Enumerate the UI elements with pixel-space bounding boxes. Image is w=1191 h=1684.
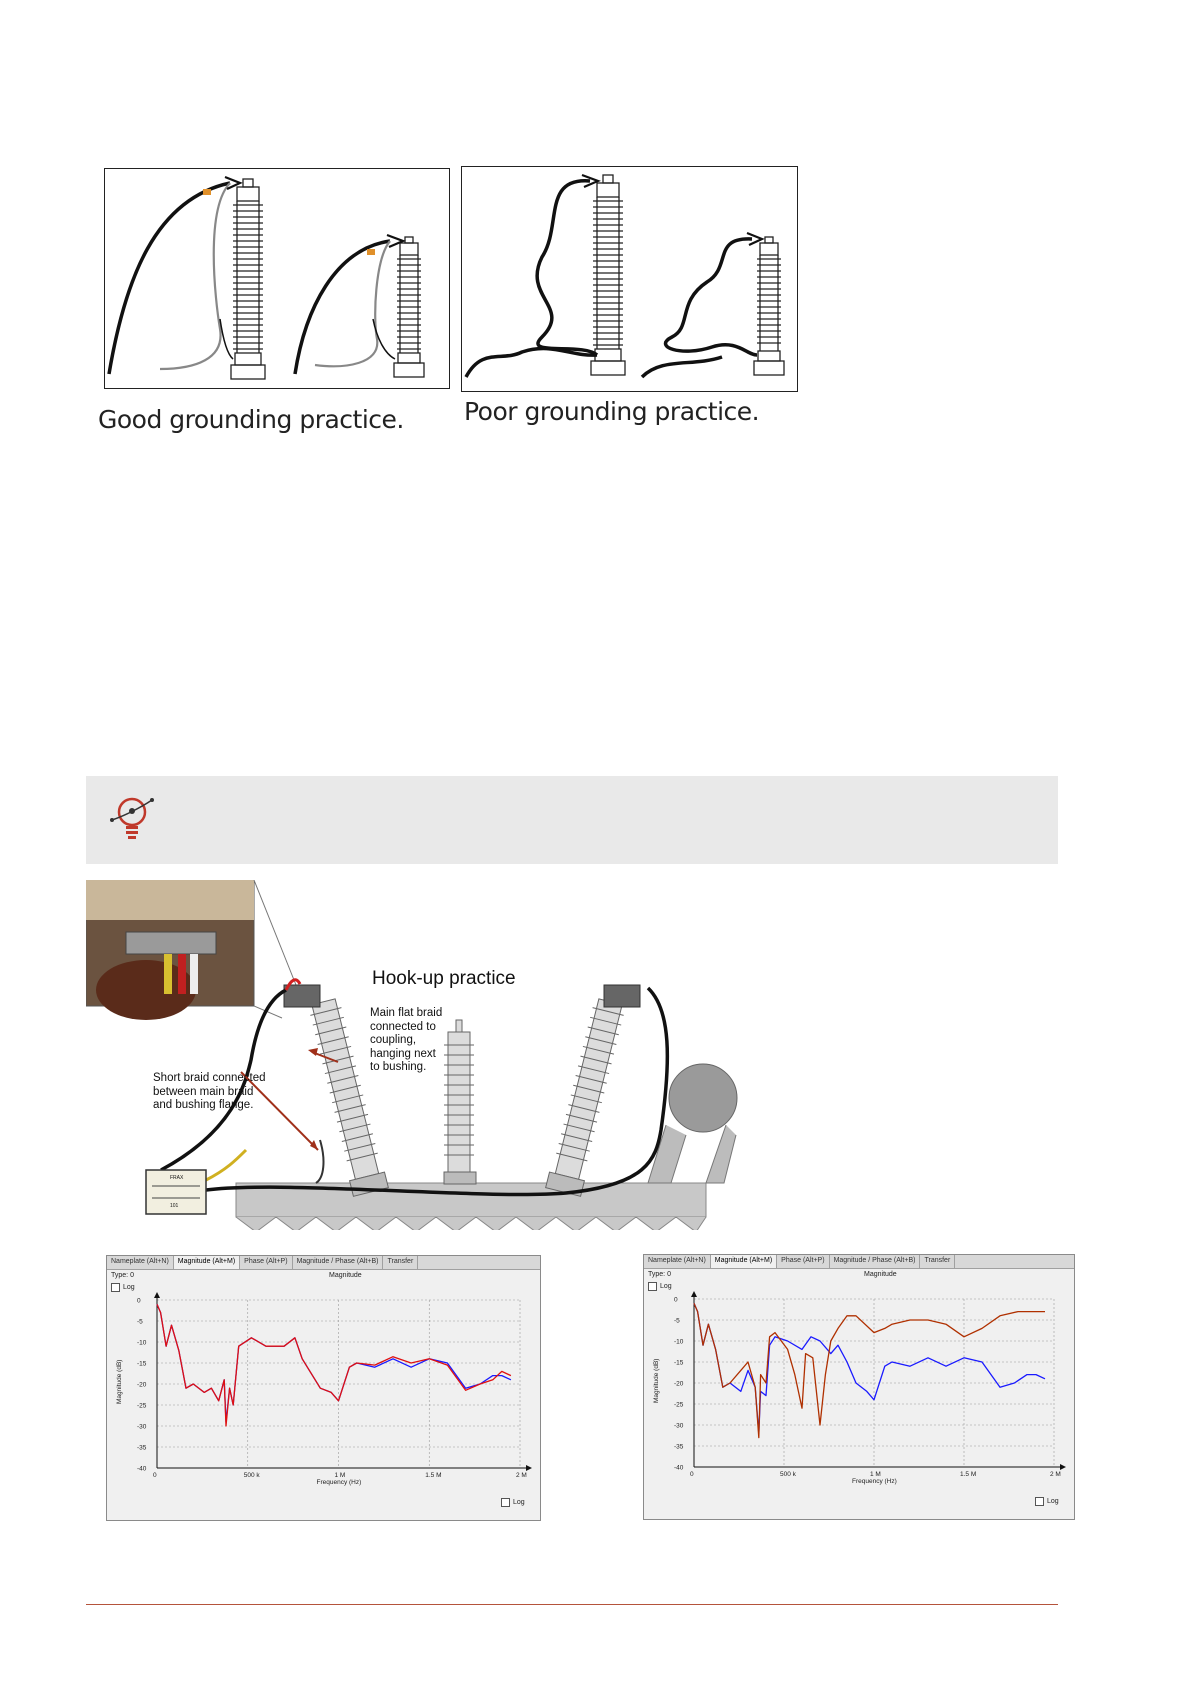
y-tick-label: -15 xyxy=(137,1360,147,1368)
y-tick-label: 0 xyxy=(137,1297,141,1305)
lightbulb-tip-icon xyxy=(104,790,160,846)
panel-title: Magnitude xyxy=(329,1272,362,1279)
panel-title: Magnitude xyxy=(864,1271,897,1278)
tip-box xyxy=(86,776,1058,864)
x-tick-label: 500 k xyxy=(780,1471,796,1478)
series-line xyxy=(157,1304,511,1426)
checkbox-icon[interactable] xyxy=(111,1283,120,1292)
good-grounding-caption: Good grounding practice. xyxy=(98,405,404,434)
tab-nameplate[interactable]: Nameplate (Alt+N) xyxy=(644,1255,711,1268)
y-tick-label: -10 xyxy=(137,1339,147,1347)
short-braid-note xyxy=(153,1072,266,1113)
tab-magnitude[interactable]: Magnitude (Alt+M) xyxy=(711,1255,777,1268)
tab-phase[interactable]: Phase (Alt+P) xyxy=(240,1256,292,1269)
good-grounding-figure xyxy=(104,168,450,389)
x-tick-label: 500 k xyxy=(243,1472,260,1479)
checkbox-icon[interactable] xyxy=(648,1282,657,1291)
x-tick-label: 2 M xyxy=(516,1472,527,1479)
frax-screen-left xyxy=(106,1255,541,1521)
good-grounding-illustration xyxy=(105,169,448,387)
y-tick-label: -40 xyxy=(674,1464,684,1472)
main-braid-note-line: to bushing. xyxy=(370,1061,427,1073)
tab-magnitude-phase[interactable]: Magnitude / Phase (Alt+B) xyxy=(293,1256,384,1269)
log-checkbox-y[interactable] xyxy=(111,1283,135,1292)
main-braid-note-line: coupling, xyxy=(370,1034,417,1046)
tab-bar xyxy=(644,1255,1074,1269)
main-braid-note-line: connected to xyxy=(370,1020,436,1033)
tab-magnitude[interactable]: Magnitude (Alt+M) xyxy=(174,1256,240,1269)
log-label: Log xyxy=(1047,1498,1059,1505)
poor-grounding-caption: Poor grounding practice. xyxy=(464,397,760,426)
x-axis-arrow xyxy=(1060,1464,1066,1470)
y-axis-label: Magnitude (dB) xyxy=(116,1359,123,1404)
y-tick-label: -25 xyxy=(674,1401,684,1409)
main-braid-note xyxy=(370,1007,442,1075)
tab-transfer[interactable]: Transfer xyxy=(383,1256,418,1269)
poor-grounding-illustration xyxy=(462,167,796,390)
y-tick-label: -25 xyxy=(137,1402,147,1410)
frax-screen-right xyxy=(643,1254,1075,1520)
y-tick-label: -15 xyxy=(674,1359,684,1367)
y-tick-label: -35 xyxy=(137,1444,147,1452)
tab-transfer[interactable]: Transfer xyxy=(920,1255,955,1268)
y-axis-label: Magnitude (dB) xyxy=(653,1358,660,1403)
footer-rule xyxy=(86,1604,1058,1605)
hookup-title: Hook-up practice xyxy=(372,968,516,989)
y-tick-label: -20 xyxy=(137,1381,147,1389)
x-tick-label: 0 xyxy=(690,1471,694,1478)
main-braid-note-line: Main flat braid xyxy=(370,1007,443,1019)
short-braid-note-line: and bushing flange. xyxy=(153,1099,254,1111)
y-tick-label: -5 xyxy=(137,1318,143,1326)
instrument-label-bottom: 101 xyxy=(170,1203,179,1209)
short-braid-note-line: Short braid connected xyxy=(153,1072,266,1084)
x-tick-label: 1 M xyxy=(870,1471,881,1478)
y-axis-arrow xyxy=(154,1292,160,1298)
magnitude-chart-left xyxy=(107,1292,540,1512)
x-tick-label: 0 xyxy=(153,1472,157,1479)
log-checkbox-y[interactable] xyxy=(648,1282,672,1291)
log-label: Log xyxy=(123,1284,135,1291)
y-tick-label: -30 xyxy=(137,1423,147,1431)
x-axis-arrow xyxy=(526,1465,532,1471)
x-axis-label: Frequency (Hz) xyxy=(316,1479,362,1486)
y-tick-label: -30 xyxy=(674,1422,684,1430)
type-label: Type: 0 xyxy=(648,1271,671,1278)
y-tick-label: 0 xyxy=(674,1296,678,1304)
y-tick-label: -35 xyxy=(674,1443,684,1451)
instrument-label-top: FRAX xyxy=(170,1175,184,1181)
log-label: Log xyxy=(513,1499,525,1506)
log-label: Log xyxy=(660,1283,672,1290)
magnitude-chart-right xyxy=(644,1291,1074,1511)
series-line xyxy=(694,1303,1045,1433)
y-tick-label: -40 xyxy=(137,1465,147,1473)
x-tick-label: 1.5 M xyxy=(425,1472,442,1479)
y-tick-label: -10 xyxy=(674,1338,684,1346)
y-axis-arrow xyxy=(691,1291,697,1297)
tab-bar xyxy=(107,1256,540,1270)
tab-nameplate[interactable]: Nameplate (Alt+N) xyxy=(107,1256,174,1269)
short-braid-note-line: between main braid xyxy=(153,1085,254,1098)
x-tick-label: 1 M xyxy=(334,1472,346,1479)
main-braid-note-line: hanging next xyxy=(370,1047,436,1060)
poor-grounding-figure xyxy=(461,166,798,392)
tab-magnitude-phase[interactable]: Magnitude / Phase (Alt+B) xyxy=(830,1255,921,1268)
series-line xyxy=(694,1303,1045,1437)
y-tick-label: -20 xyxy=(674,1380,684,1388)
x-tick-label: 2 M xyxy=(1050,1471,1061,1478)
type-label: Type: 0 xyxy=(111,1272,134,1279)
x-tick-label: 1.5 M xyxy=(960,1471,977,1478)
tab-phase[interactable]: Phase (Alt+P) xyxy=(777,1255,829,1268)
y-tick-label: -5 xyxy=(674,1317,680,1325)
x-axis-label: Frequency (Hz) xyxy=(852,1478,897,1485)
